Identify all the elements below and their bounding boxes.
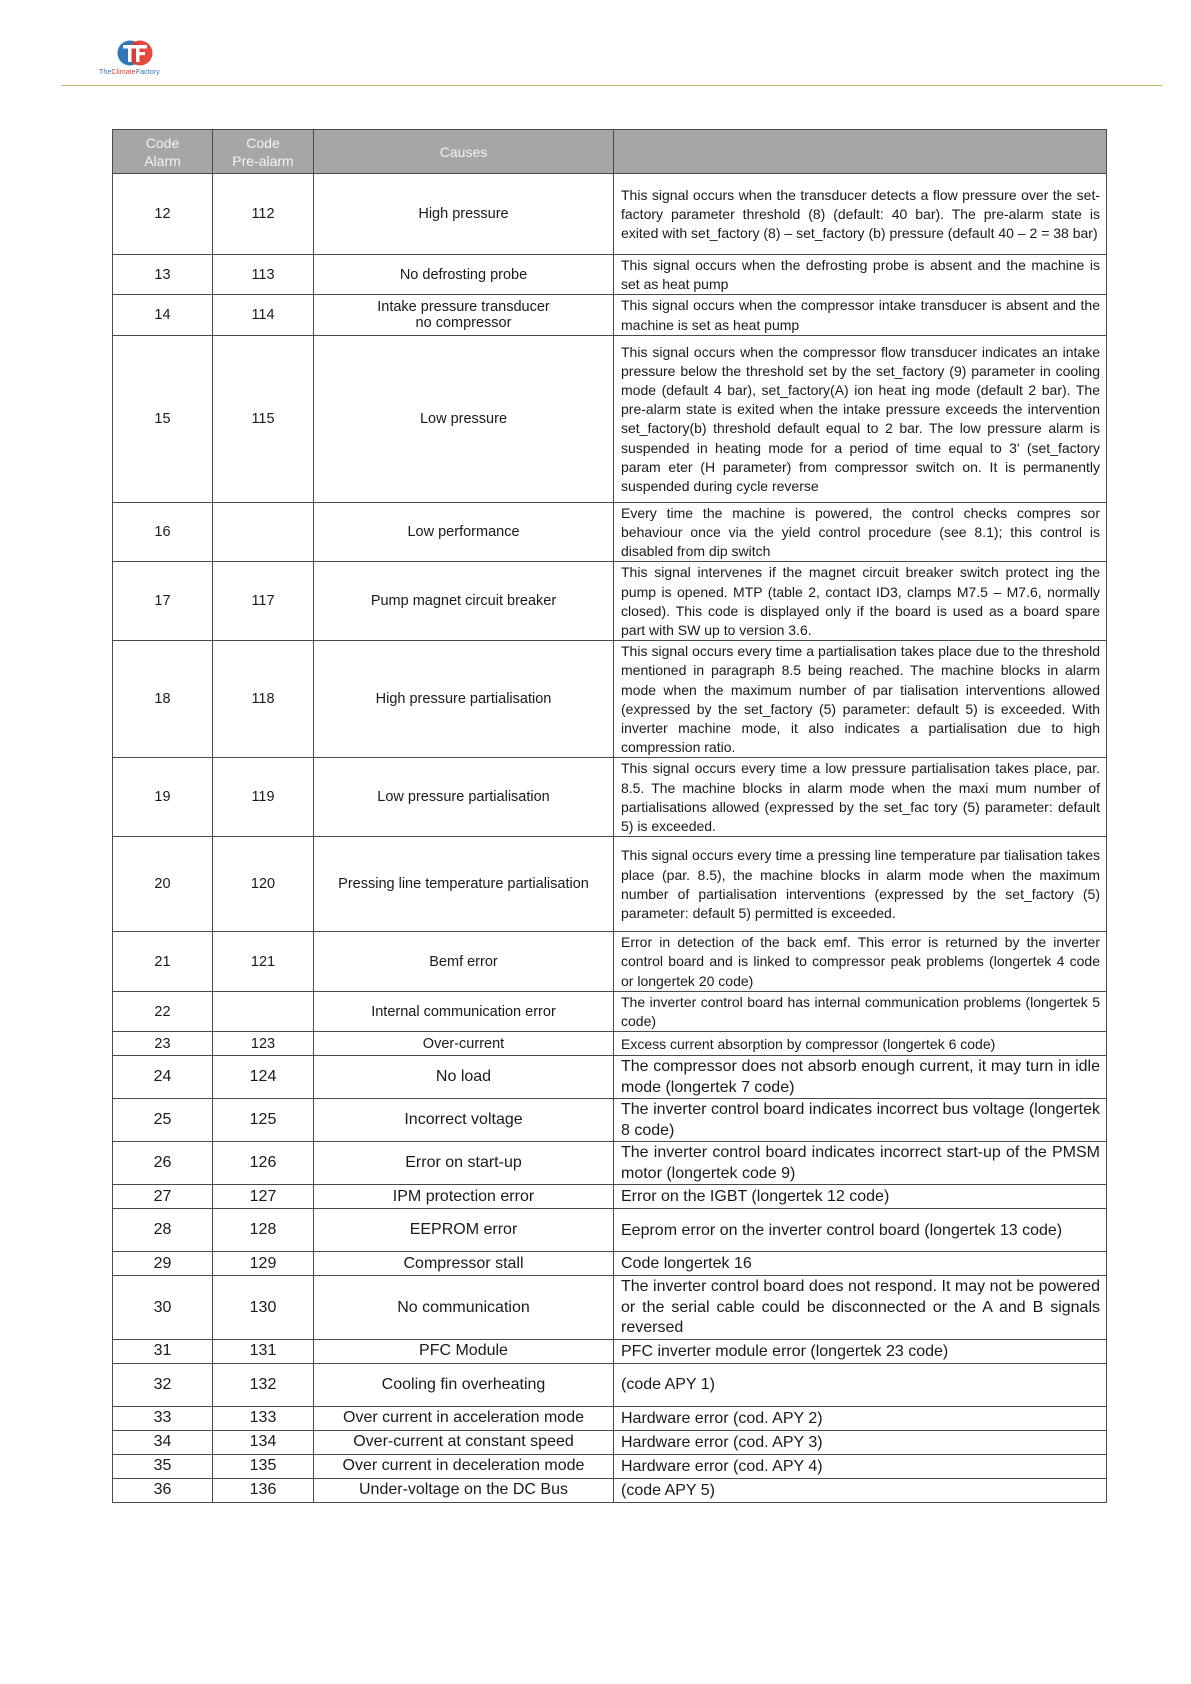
code-alarm-cell: 17 (113, 562, 213, 641)
table-row (113, 1099, 1107, 1142)
code-prealarm-cell: 135 (213, 1454, 314, 1478)
code-alarm-cell: 31 (113, 1339, 213, 1363)
cause-text: No communication (397, 1298, 530, 1316)
description-cell: Error on the IGBT (longertek 12 code) (614, 1185, 1107, 1209)
description-cell: Error in detection of the back emf. This error is returned by the inverter control board and is linked to compressor peak problems (longertek 4 code or longertek 20 code) (614, 932, 1107, 992)
code-prealarm-cell: 121 (213, 932, 314, 992)
description-cell: Hardware error (cod. APY 3) (614, 1430, 1107, 1454)
description-cell: The compressor does not absorb enough current, it may turn in idle mode (longertek 7 code) (614, 1056, 1107, 1099)
code-alarm-cell: 15 (113, 335, 213, 502)
description-cell: This signal occurs every time a pressing line temperature par tialisation takes place (par. 8.5), the machine blocks in alarm mode when the maximum number of partialisation interventions (expressed by the set_factory (5) parameter: default 5) permitted is exceeded. (614, 837, 1107, 932)
code-prealarm-cell: 129 (213, 1252, 314, 1276)
cause-text: Internal communication error (371, 1003, 556, 1020)
description-cell: This signal occurs when the compressor intake transducer is absent and the machine is set as heat pump (614, 295, 1107, 335)
brand-name (99, 69, 160, 76)
code-alarm-cell: 28 (113, 1209, 213, 1252)
description-cell: This signal occurs every time a partialisation takes place due to the threshold mentioned in paragraph 8.5 being reached. The machine blocks in alarm mode when the maximum number of par tialisation interventions allowed (expressed by the set_factory (5) parameter: default 5) is exceeded. With inverter machine mode, it also indicates a partialisation due to high compression ratio. (614, 641, 1107, 758)
cause-text: Over current in acceleration mode (343, 1409, 584, 1427)
cause-cell (314, 1056, 614, 1099)
code-alarm-cell: 35 (113, 1454, 213, 1478)
code-prealarm-cell (213, 991, 314, 1031)
table-row (113, 1276, 1107, 1340)
table-row (113, 1209, 1107, 1252)
cause-text: Under-voltage on the DC Bus (359, 1481, 568, 1499)
description-cell: This signal intervenes if the magnet circuit breaker switch protect ing the pump is opened. MTP (table 2, contact ID3, clamps M7.5 – M7.6, normally closed). This code is displayed only if the board is used as a board spare part with SW up to version 3.6. (614, 562, 1107, 641)
cause-cell (314, 1099, 614, 1142)
cause-cell (314, 1142, 614, 1185)
code-alarm-cell: 19 (113, 758, 213, 837)
code-alarm-cell: 24 (113, 1056, 213, 1099)
table-row (113, 1339, 1107, 1363)
cause-cell (314, 562, 614, 641)
header-code-alarm-line1: Code (145, 134, 180, 151)
code-alarm-cell: 18 (113, 641, 213, 758)
cause-text: Over current in deceleration mode (342, 1457, 585, 1475)
table-row (113, 1142, 1107, 1185)
table-row (113, 295, 1107, 335)
cause-text: Low performance (407, 524, 520, 541)
cause-cell (314, 1478, 614, 1502)
table-row (113, 1363, 1107, 1406)
header-code-alarm-line2: Alarm (144, 152, 181, 169)
code-alarm-cell: 13 (113, 255, 213, 295)
code-prealarm-cell: 136 (213, 1478, 314, 1502)
cause-text: Incorrect voltage (404, 1111, 523, 1129)
code-prealarm-cell: 132 (213, 1363, 314, 1406)
table-row (113, 1056, 1107, 1099)
code-alarm-cell: 23 (113, 1032, 213, 1056)
table-row (113, 174, 1107, 255)
table-row (113, 255, 1107, 295)
code-prealarm-cell: 125 (213, 1099, 314, 1142)
code-prealarm-cell: 117 (213, 562, 314, 641)
cause-cell (314, 641, 614, 758)
cause-cell (314, 1032, 614, 1056)
cause-cell (314, 295, 614, 335)
description-cell: Hardware error (cod. APY 4) (614, 1454, 1107, 1478)
table-row (113, 641, 1107, 758)
code-prealarm-cell: 130 (213, 1276, 314, 1340)
code-prealarm-cell: 123 (213, 1032, 314, 1056)
code-prealarm-cell: 119 (213, 758, 314, 837)
cause-text: Compressor stall (403, 1254, 524, 1272)
cause-text: Low pressure partialisation (377, 789, 550, 806)
cause-text: Error on start-up (405, 1154, 522, 1172)
cause-cell (314, 1339, 614, 1363)
code-prealarm-cell: 134 (213, 1430, 314, 1454)
table-row (113, 1454, 1107, 1478)
code-prealarm-cell: 133 (213, 1406, 314, 1430)
code-alarm-cell: 32 (113, 1363, 213, 1406)
table-row (113, 837, 1107, 932)
description-cell: This signal occurs every time a low pressure partialisation takes place, par. 8.5. The machine blocks in alarm mode when the maxi mum number of partialisations allowed (expressed by the set_fac tory (5) parameter: default 5) is exceeded. (614, 758, 1107, 837)
description-cell: The inverter control board does not respond. It may not be powered or the serial cable could be disconnected or the A and B signals reversed (614, 1276, 1107, 1340)
table-row (113, 932, 1107, 992)
code-prealarm-cell: 115 (213, 335, 314, 502)
description-cell: Eeprom error on the inverter control board (longertek 13 code) (614, 1209, 1107, 1252)
header-code-prealarm-line2: Pre-alarm (232, 152, 294, 169)
code-alarm-cell: 26 (113, 1142, 213, 1185)
code-alarm-cell: 33 (113, 1406, 213, 1430)
cause-cell (314, 335, 614, 502)
cause-cell (314, 1209, 614, 1252)
description-cell: This signal occurs when the defrosting probe is absent and the machine is set as heat pump (614, 255, 1107, 295)
code-alarm-cell: 27 (113, 1185, 213, 1209)
cause-cell (314, 1406, 614, 1430)
cause-text: Over-current at constant speed (353, 1433, 574, 1451)
cause-text: EEPROM error (409, 1221, 518, 1239)
code-prealarm-cell: 127 (213, 1185, 314, 1209)
cause-text: Pressing line temperature partialisation (338, 876, 589, 893)
cause-cell (314, 1454, 614, 1478)
header-code-alarm (113, 130, 213, 174)
cause-cell (314, 1276, 614, 1340)
code-alarm-cell: 36 (113, 1478, 213, 1502)
table-row (113, 758, 1107, 837)
header-causes: Causes (314, 130, 614, 174)
cause-text: High pressure (418, 206, 509, 222)
cause-text: Bemf error (429, 953, 498, 970)
cause-cell (314, 1363, 614, 1406)
cause-text: PFC Module (419, 1342, 508, 1360)
code-alarm-cell: 30 (113, 1276, 213, 1340)
description-cell: Excess current absorption by compressor (longertek 6 code) (614, 1032, 1107, 1056)
alarm-codes-table (112, 129, 1107, 1503)
page-header (0, 0, 1191, 90)
header-code-prealarm (213, 130, 314, 174)
cause-text: No load (435, 1068, 492, 1086)
cause-text: Cooling fin overheating (381, 1375, 546, 1393)
code-prealarm-cell: 114 (213, 295, 314, 335)
cause-cell (314, 502, 614, 562)
brand-name-part3: Factory (135, 69, 160, 76)
cause-text: Pump magnet circuit breaker (370, 593, 557, 610)
table-row (113, 335, 1107, 502)
table-row (113, 991, 1107, 1031)
table-row (113, 1430, 1107, 1454)
table-header-row (113, 130, 1107, 174)
description-cell: This signal occurs when the transducer detects a flow pressure over the set-factory parameter threshold (8) (default: 40 bar). The pre-alarm state is exited with set_factory (8) – set_factory (b) pressure (default 40 – 2 = 38 bar) (614, 174, 1107, 255)
cause-text: No defrosting probe (399, 266, 528, 283)
cause-cell (314, 174, 614, 255)
description-cell: (code APY 1) (614, 1363, 1107, 1406)
code-alarm-cell: 25 (113, 1099, 213, 1142)
code-alarm-cell: 14 (113, 295, 213, 335)
description-cell: (code APY 5) (614, 1478, 1107, 1502)
table-row (113, 1478, 1107, 1502)
table-row (113, 1032, 1107, 1056)
code-prealarm-cell: 118 (213, 641, 314, 758)
code-prealarm-cell (213, 502, 314, 562)
cause-text: High pressure partialisation (375, 691, 552, 708)
brand-name-part2: Climate (111, 69, 136, 76)
code-alarm-cell: 16 (113, 502, 213, 562)
cause-cell (314, 1252, 614, 1276)
code-prealarm-cell: 112 (213, 174, 314, 255)
cause-cell (314, 758, 614, 837)
description-cell: The inverter control board has internal communication problems (longertek 5 code) (614, 991, 1107, 1031)
description-cell: PFC inverter module error (longertek 23 code) (614, 1339, 1107, 1363)
description-cell: Every time the machine is powered, the control checks compres sor behaviour once via the yield control procedure (see 8.1); this control is disabled from dip switch (614, 502, 1107, 562)
code-prealarm-cell: 113 (213, 255, 314, 295)
code-prealarm-cell: 124 (213, 1056, 314, 1099)
code-alarm-cell: 12 (113, 174, 213, 255)
climate-factory-logo-icon (117, 36, 153, 70)
code-prealarm-cell: 128 (213, 1209, 314, 1252)
cause-cell (314, 837, 614, 932)
description-cell: The inverter control board indicates incorrect start-up of the PMSM motor (longertek code 9) (614, 1142, 1107, 1185)
cause-text: Intake pressure transducer no compressor (377, 299, 550, 332)
code-alarm-cell: 21 (113, 932, 213, 992)
header-code-prealarm-line1: Code (246, 134, 280, 151)
code-alarm-cell: 34 (113, 1430, 213, 1454)
cause-cell (314, 991, 614, 1031)
table-row (113, 1252, 1107, 1276)
header-divider (61, 85, 1162, 86)
description-cell: This signal occurs when the compressor flow transducer indicates an intake pressure below the threshold set by the set_factory (9) parameter in cooling mode (default 4 bar), set_factory(A) ion heat ing mode (default 2 bar). The pre-alarm state is exited when the intake pressure exceeds the intervention set_factory(b) threshold default equal to 2 bar. The low pressure alarm is suspended in heating mode for a period of time equal to 3' (set_factory param eter (H parameter) from compressor switch on. It is permanently suspended during cycle reverse (614, 335, 1107, 502)
cause-cell (314, 932, 614, 992)
code-alarm-cell: 22 (113, 991, 213, 1031)
cause-cell (314, 255, 614, 295)
code-alarm-cell: 29 (113, 1252, 213, 1276)
brand-name-part1: The (99, 69, 112, 76)
table-row (113, 562, 1107, 641)
table-row (113, 1406, 1107, 1430)
cause-cell (314, 1185, 614, 1209)
code-alarm-cell: 20 (113, 837, 213, 932)
cause-text: IPM protection error (392, 1187, 535, 1205)
code-prealarm-cell: 131 (213, 1339, 314, 1363)
table-row (113, 1185, 1107, 1209)
cause-text: Over-current (422, 1035, 505, 1052)
description-cell: Hardware error (cod. APY 2) (614, 1406, 1107, 1430)
cause-cell (314, 1430, 614, 1454)
code-prealarm-cell: 126 (213, 1142, 314, 1185)
cause-text: Low pressure (419, 410, 508, 427)
code-prealarm-cell: 120 (213, 837, 314, 932)
description-cell: Code longertek 16 (614, 1252, 1107, 1276)
table-row (113, 502, 1107, 562)
description-cell: The inverter control board indicates incorrect bus voltage (longertek 8 code) (614, 1099, 1107, 1142)
table-body (113, 174, 1107, 1503)
header-description (614, 130, 1107, 174)
